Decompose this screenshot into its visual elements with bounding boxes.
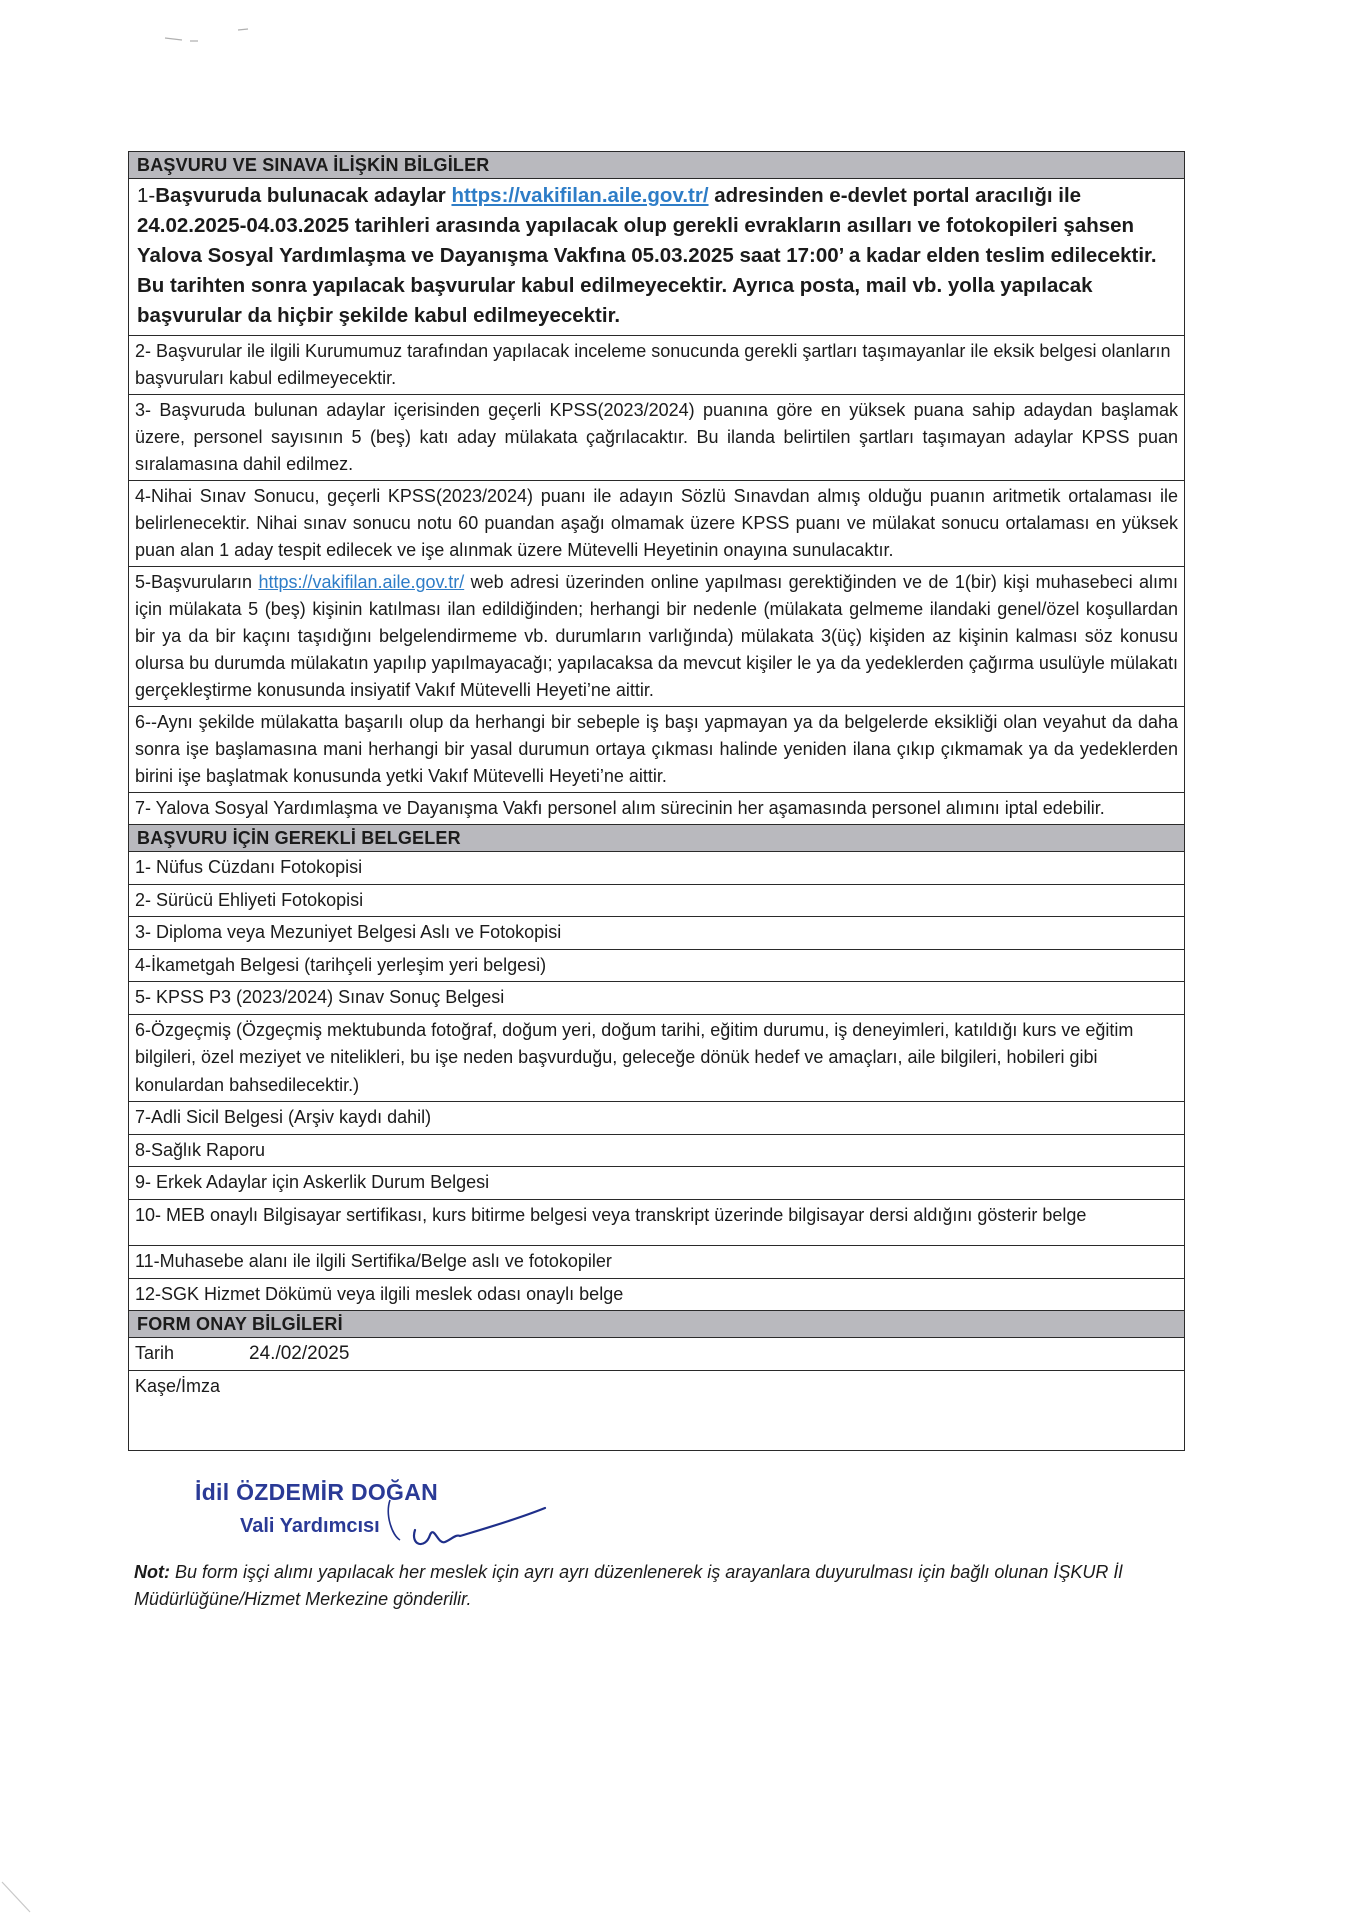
- note-label: Not:: [134, 1562, 170, 1582]
- document-item-text: 8-Sağlık Raporu: [129, 1134, 1185, 1167]
- application-item-3: [129, 395, 1185, 481]
- approval-stamp-row: [129, 1370, 1185, 1450]
- stamp-label: Kaşe/İmza: [135, 1375, 221, 1396]
- item-1-prefix: 1-: [137, 184, 156, 207]
- document-item: [129, 1167, 1185, 1200]
- section-header-application: [129, 152, 1185, 179]
- document-item: [129, 1134, 1185, 1167]
- document-item-text: 4-İkametgah Belgesi (tarihçeli yerleşim yeri belgesi): [129, 949, 1185, 982]
- application-item-6: [129, 707, 1185, 793]
- document-item: [129, 949, 1185, 982]
- document-item: [129, 884, 1185, 917]
- document-item: [129, 1102, 1185, 1135]
- document-item-text: 2- Sürücü Ehliyeti Fotokopisi: [129, 884, 1185, 917]
- item-5-text-a: 5-Başvuruların: [135, 572, 259, 592]
- document-item-text: 1- Nüfus Cüzdanı Fotokopisi: [129, 852, 1185, 885]
- item-1-text-b: adresinden e-devlet portal aracılığı ile 24.02.2025-04.03.2025 tarihleri arasında yapılacak olup gerekli evrakların asılları ve fotokopileri şahsen Yalova Sosyal Yardımlaşma ve Dayanışma Vakfına 05.03.2025 saat 17:00’ a kadar elden teslim edilecektir. Bu tarihten sonra yapılacak başvurular kabul edilmeyecektir. Ayrıca posta, mail vb. yolla yapılacak başvurular da hiçbir şekilde kabul edilmeyecektir.: [137, 184, 1157, 327]
- document-item: [129, 917, 1185, 950]
- section-header-text: BAŞVURU İÇİN GEREKLİ BELGELER: [129, 825, 1185, 852]
- stamp-title: Vali Yardımcısı: [240, 1515, 380, 1537]
- document-item-text: 10- MEB onaylı Bilgisayar sertifikası, kurs bitirme belgesi veya transkript üzerinde bilgisayar dersi aldığını gösterir belge: [129, 1199, 1185, 1246]
- application-item-3-text: 3- Başvuruda bulunan adaylar içerisinden geçerli KPSS(2023/2024) puanına göre en yüksek puana sahip adaydan başlamak üzere, personel sayısının 5 (beş) katı aday mülakata çağrılacaktır. Bu ilanda belirtilen şartları taşımayan adaylar KPSS puan sıralamasına dahil edilmez.: [129, 395, 1185, 481]
- document-item-text: 6-Özgeçmiş (Özgeçmiş mektubunda fotoğraf, doğum yeri, doğum tarihi, eğitim durumu, iş deneyimleri, katıldığı kurs ve eğitim bilgileri, özel meziyet ve nitelikleri, bu işe neden başvurduğu, geleceğe dönük hedef ve amaçları, aile bilgileri, hobileri gibi konulardan bahsedilecektir.): [129, 1014, 1185, 1102]
- document-item-text: 12-SGK Hizmet Dökümü veya ilgili meslek odası onaylı belge: [129, 1278, 1185, 1311]
- application-form-table: [128, 151, 1185, 1451]
- note-text: Bu form işçi alımı yapılacak her meslek için ayrı ayrı düzenlenerek iş arayanlara duyurulması için bağlı olunan İŞKUR İl Müdürlüğüne/Hizmet Merkezine gönderilir.: [134, 1562, 1123, 1609]
- document-item-text: 9- Erkek Adaylar için Askerlik Durum Belgesi: [129, 1167, 1185, 1200]
- document-item: [129, 852, 1185, 885]
- item-5-text-b: web adresi üzerinden online yapılması gerektiğinden ve de 1(bir) kişi muhasebeci alımı için mülakata 5 (beş) kişinin katılması ilan edildiğinden; herhangi bir nedenle (mülakata gelmeme ilandaki genel/özel koşullardan bir ya da bir kaçını taşıdığını belgelendirmeme vb. durumların varlığında) mülakata 3(üç) kişiden az kişinin kalması söz konusu olursa bu durumda mülakatın yapılıp yapılmayacağı; yapılacaksa da mevcut kişiler le ya da yedeklerden çağırma usulüyle mülakatı gerçekleştirme konusunda insiyatif Vakıf Mütevelli Heyeti’ne aittir.: [135, 572, 1179, 700]
- document-item: [129, 982, 1185, 1015]
- application-item-7-text: 7- Yalova Sosyal Yardımlaşma ve Dayanışma Vakfı personel alım sürecinin her aşamasında personel alımını iptal edebilir.: [129, 793, 1185, 825]
- section-header-text: BAŞVURU VE SINAVA İLİŞKİN BİLGİLER: [129, 152, 1185, 179]
- vakifilan-link-2[interactable]: https://vakifilan.aile.gov.tr/: [258, 572, 465, 592]
- document-item: [129, 1278, 1185, 1311]
- document-item: [129, 1246, 1185, 1279]
- signature-mark: [330, 1490, 560, 1560]
- section-header-documents: [129, 825, 1185, 852]
- document-item-text: 3- Diploma veya Mezuniyet Belgesi Aslı ve Fotokopisi: [129, 917, 1185, 950]
- application-item-2-text: 2- Başvurular ile ilgili Kurumumuz tarafından yapılacak inceleme sonucunda gerekli şartları taşımayanlar ile eksik belgesi olanların başvuruları kabul edilmeyecektir.: [129, 336, 1185, 395]
- application-item-5-text: [129, 567, 1185, 707]
- scan-artifact-mark: [160, 20, 260, 50]
- date-value: 24./02/2025: [249, 1343, 350, 1364]
- document-item-text: 7-Adli Sicil Belgesi (Arşiv kaydı dahil): [129, 1102, 1185, 1135]
- date-label: Tarih: [135, 1343, 175, 1363]
- application-item-4-text: 4-Nihai Sınav Sonucu, geçerli KPSS(2023/2024) puanı ile adayın Sözlü Sınavdan almış olduğu puanın aritmetik ortalaması ile belirlenecektir. Nihai sınav sonucu notu 60 puandan aşağı olmamak üzere KPSS puanı ve mülakat sonucu ortalaması en yüksek puan alan 1 aday tespit edilecek ve işe alınmak üzere Mütevelli Heyetinin onayına sunulacaktır.: [129, 481, 1185, 567]
- document-item: [129, 1199, 1185, 1246]
- application-item-6-text: 6--Aynı şekilde mülakatta başarılı olup da herhangi bir sebeple iş başı yapmayan ya da belgelerde eksikliği olan veyahut da daha sonra işe başlamasına mani herhangi bir yasal durumun ortaya çıkması halinde yeniden ilana çıkıp çıkmamak ya da yedeklerden birini işe başlatmak konusunda yetki Vakıf Mütevelli Heyeti’ne aittir.: [129, 707, 1185, 793]
- document-item-text: 11-Muhasebe alanı ile ilgili Sertifika/Belge aslı ve fotokopiler: [129, 1246, 1185, 1279]
- application-item-1: [129, 179, 1185, 336]
- application-item-4: [129, 481, 1185, 567]
- application-item-5: [129, 567, 1185, 707]
- application-item-7: [129, 793, 1185, 825]
- document-item: [129, 1014, 1185, 1102]
- stamp-name: İdil ÖZDEMİR DOĞAN: [195, 1479, 439, 1505]
- vakifilan-link[interactable]: https://vakifilan.aile.gov.tr/: [451, 184, 709, 207]
- approval-date-row: [129, 1338, 1185, 1371]
- section-header-text: FORM ONAY BİLGİLERİ: [129, 1311, 1185, 1338]
- item-1-text-a: Başvuruda bulunacak adaylar: [155, 184, 452, 207]
- document-item-text: 5- KPSS P3 (2023/2024) Sınav Sonuç Belgesi: [129, 982, 1185, 1015]
- application-item-1-text: [129, 179, 1185, 336]
- scan-corner-mark: [0, 1880, 40, 1920]
- application-item-2: [129, 336, 1185, 395]
- footer-note: [134, 1559, 1194, 1613]
- section-header-approval: [129, 1311, 1185, 1338]
